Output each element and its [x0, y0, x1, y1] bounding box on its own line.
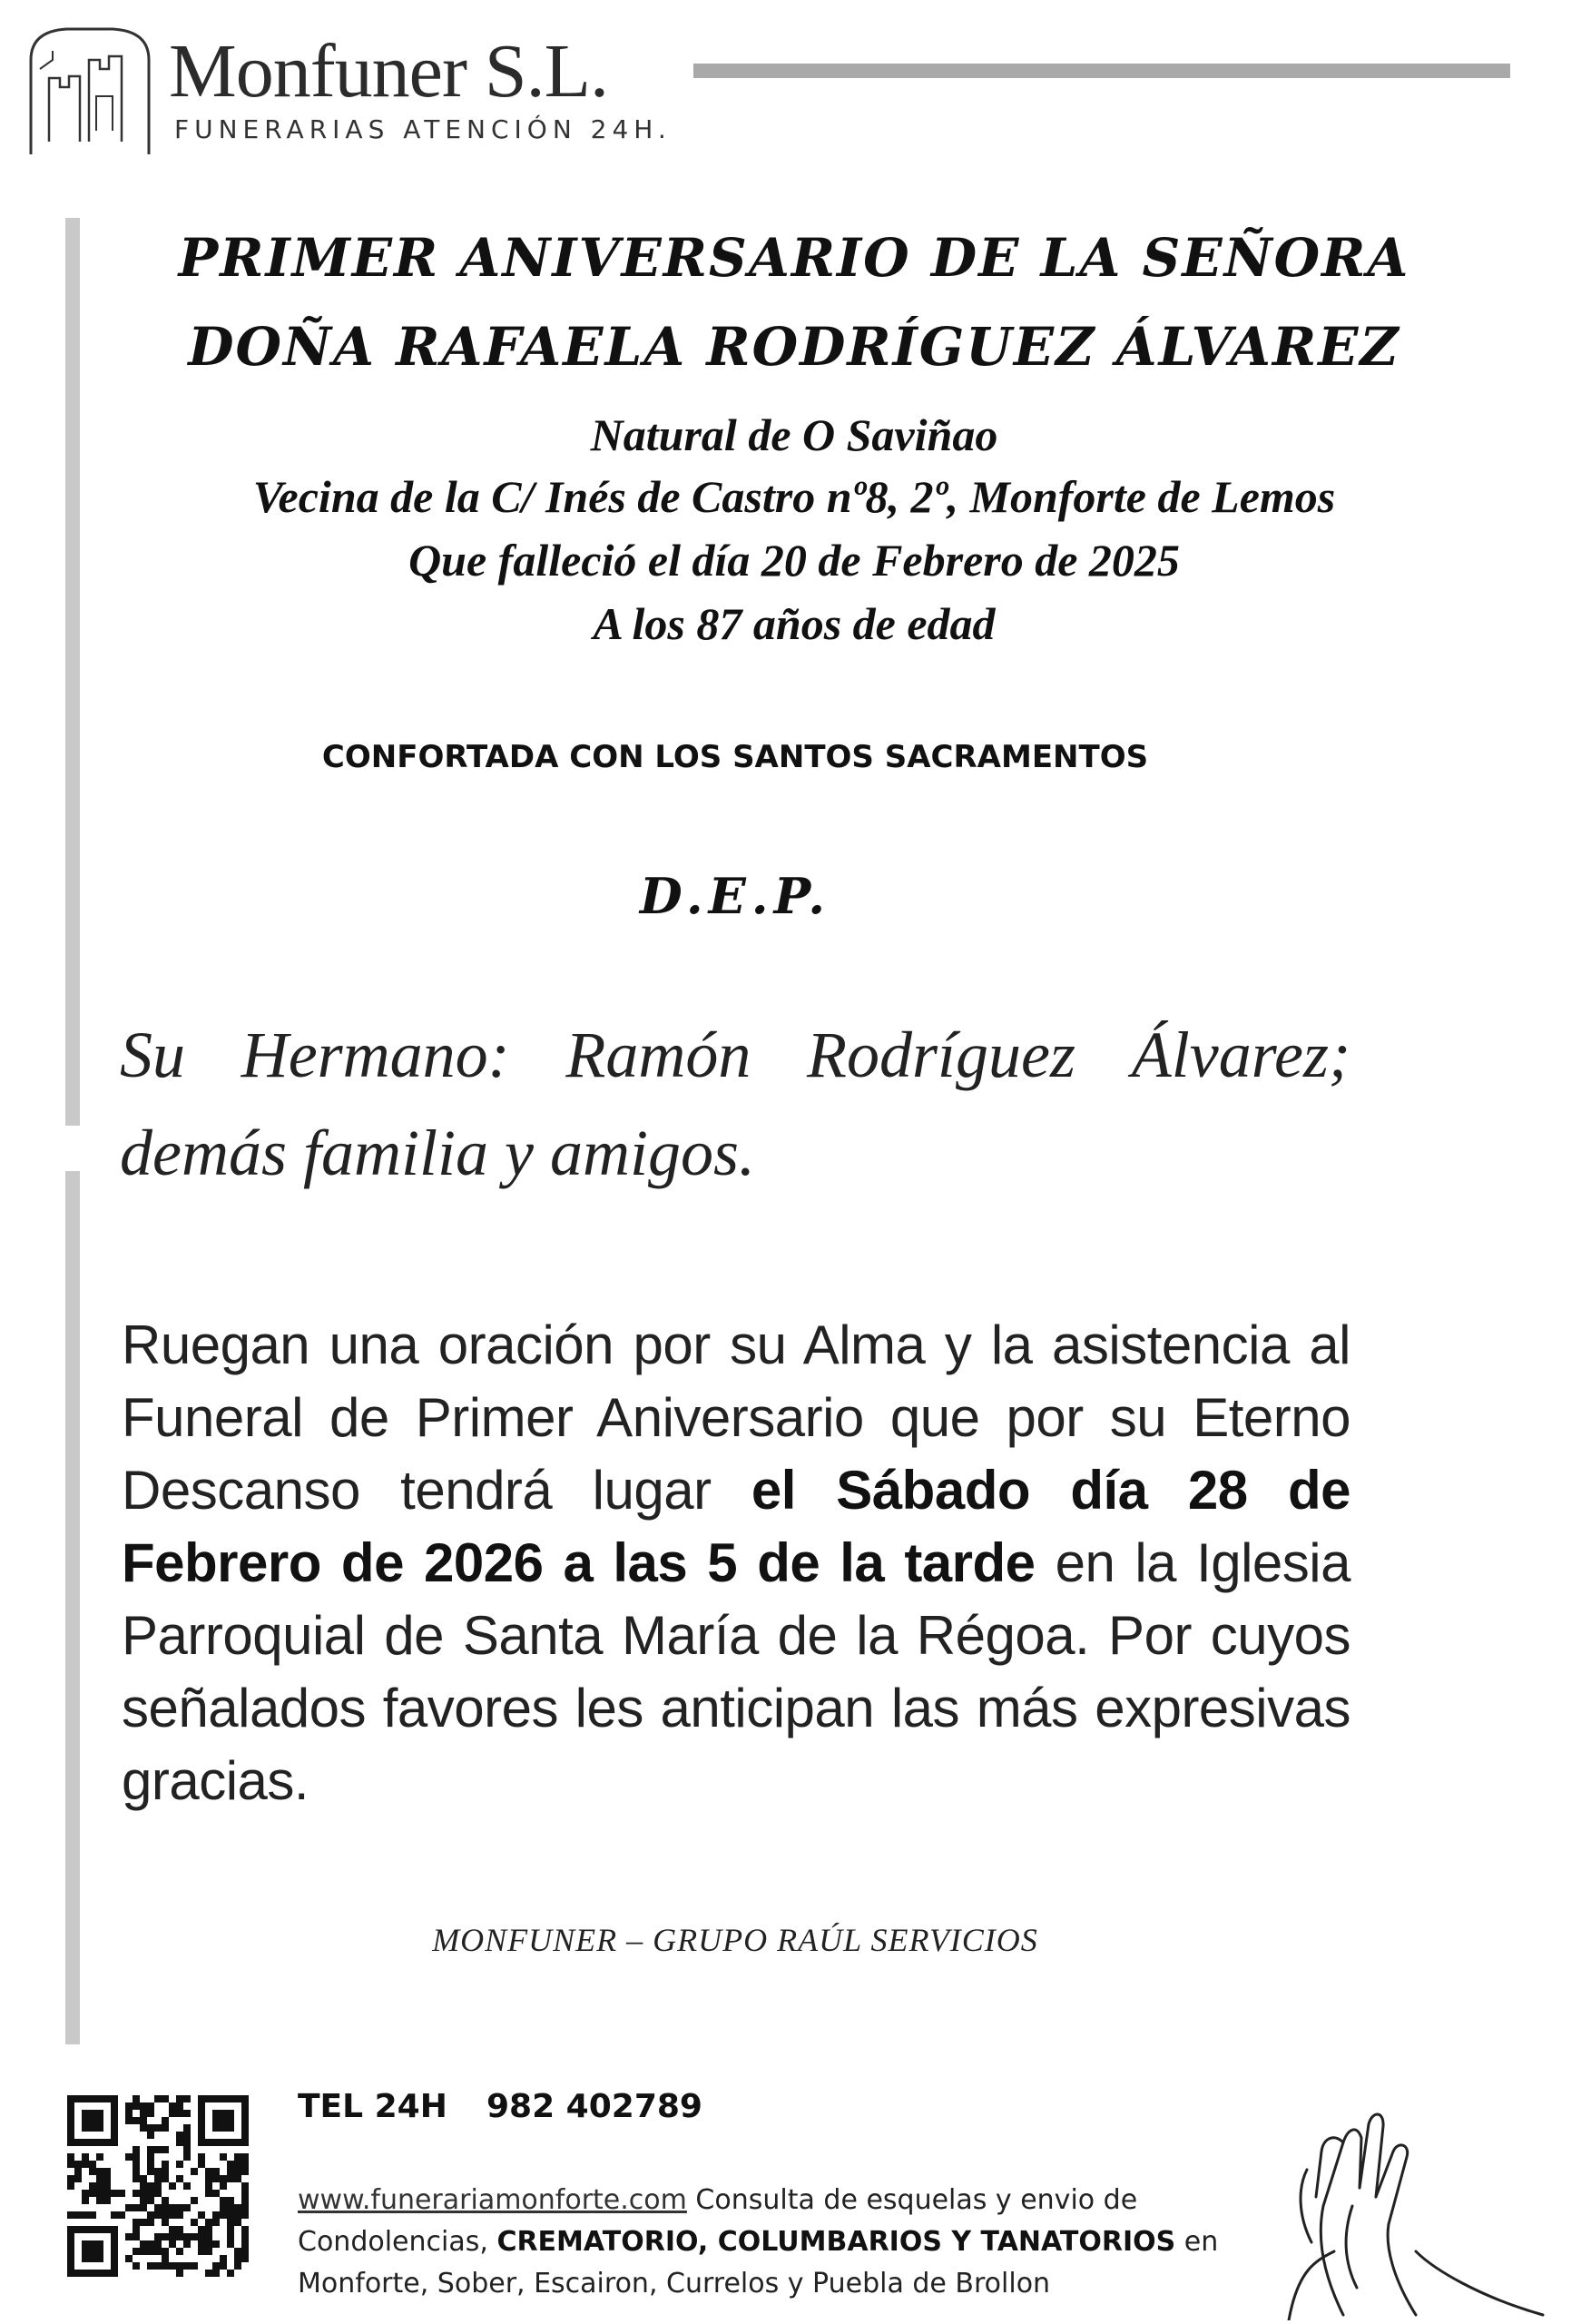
origin-text: Natural de O Saviñao [590, 409, 998, 460]
footer-line-2-start: Condolencias, [298, 2226, 497, 2258]
logo-icon [13, 24, 158, 158]
footer-line-2 [298, 2226, 1218, 2258]
signature-text: MONFUNER – GRUPO RAÚL SERVICIOS [432, 1922, 1038, 1958]
death-date-text: Que falleció el día 20 de Febrero de 2025 [408, 535, 1180, 586]
age-text: A los 87 años de edad [593, 598, 996, 649]
brand-name: Monfuner S.L. [169, 29, 608, 113]
request-text-part-2: en la Iglesia Parroquial de Santa María de la Régoa. Por cuyos señalados favores les anticipan las más expresivas gracias. [122, 1532, 1351, 1811]
notice-title-line-1: PRIMER ANIVERSARIO DE LA SEÑORA [178, 227, 1410, 289]
footer-line-1-text: Consulta de esquelas y envio de [686, 2184, 1138, 2216]
funeral-date-time: el Sábado día 28 de Febrero de 2026 a las 5 de la tarde [122, 1460, 1350, 1593]
brand-tagline: FUNERARIAS ATENCIÓN 24H. [174, 114, 672, 144]
family-text: Su Hermano: Ramón Rodríguez Álvarez; demás familia y amigos. [120, 1019, 1350, 1189]
address-text: Vecina de la C/ Inés de Castro nº8, 2º, Monforte de Lemos [252, 471, 1336, 522]
phone-number: 982 402789 [486, 2088, 702, 2125]
left-border-bar [65, 218, 80, 1126]
footer-line-2-end: en [1175, 2226, 1219, 2258]
funeral-request-text [122, 1309, 1350, 1817]
left-border-bar [65, 1171, 80, 2044]
phone-label: TEL 24H [298, 2088, 447, 2125]
website-link[interactable]: www.funerariamonforte.com [298, 2184, 687, 2216]
notice-title-line-2: DOÑA RAFAELA RODRÍGUEZ ÁLVAREZ [188, 316, 1400, 378]
praying-hands-icon [1207, 2088, 1552, 2320]
locations-text: Monforte, Sober, Escairon, Currelos y Puebla de Brollon [298, 2268, 1051, 2299]
sacraments-text: CONFORTADA CON LOS SANTOS SACRAMENTOS [321, 739, 1149, 775]
request-text-part-1: Ruegan una oración por su Alma y la asistencia al Funeral de Primer Aniversario que por su Eterno Descanso tendrá lugar [122, 1315, 1350, 1521]
header-rule [693, 64, 1510, 78]
footer-line-1 [298, 2184, 1137, 2216]
services-text: CREMATORIO, COLUMBARIOS Y TANATORIOS [496, 2226, 1176, 2258]
rip-text: D.E.P. [639, 867, 831, 925]
qr-code-icon [67, 2095, 249, 2277]
